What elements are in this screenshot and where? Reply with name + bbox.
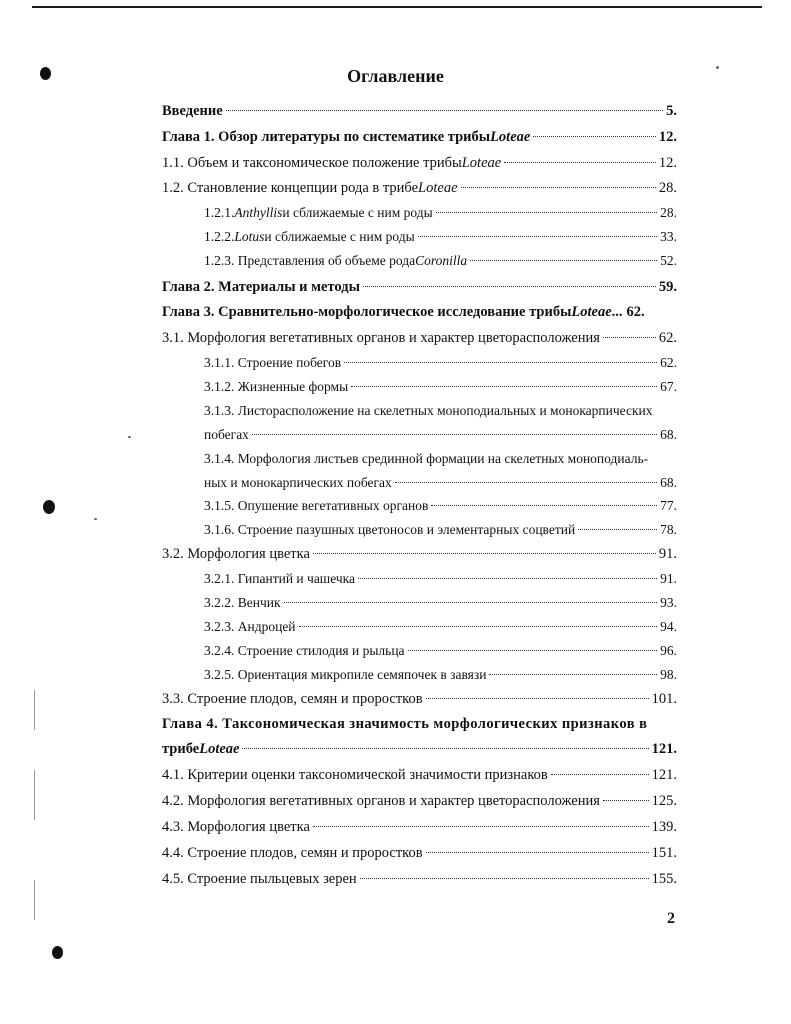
toc-entry-page: 62. (660, 355, 677, 370)
toc-entry-3-2-1[interactable] (204, 570, 677, 588)
toc-entry-label: 3.2. Морфология цветка (162, 546, 310, 562)
toc-entry-page: 125. (651, 793, 677, 809)
toc-leader (408, 650, 658, 651)
toc-leader (436, 212, 657, 213)
toc-entry-page: 77. (660, 498, 677, 513)
toc-entry-label: 3.1.1. Строение побегов (204, 355, 342, 370)
toc-entry-label-rest: и сближаемые с ним роды (264, 229, 415, 244)
toc-entry-page: 94. (660, 619, 677, 634)
toc-entry-label: 3.1.2. Жизненные формы (204, 379, 349, 394)
toc-leader (284, 602, 658, 603)
toc-leader (461, 187, 656, 188)
toc-entry-1-2[interactable] (162, 179, 677, 197)
toc-entry-3-1-4-line1[interactable] (204, 450, 677, 468)
toc-entry-page: 91. (658, 546, 677, 562)
toc-entry-label-rest: ... (611, 304, 623, 320)
toc-entry-page: 68. (660, 427, 677, 442)
toc-entry-italic: Anthyllis (234, 205, 283, 220)
toc-entry-chapter-4-line1[interactable] (162, 715, 677, 733)
toc-leader (578, 529, 657, 530)
toc-entry-label: 4.3. Морфология цветка (162, 819, 310, 835)
toc-entry-3-2-4[interactable] (204, 642, 677, 660)
toc-leader (470, 260, 657, 261)
toc-entry-page: 96. (660, 643, 677, 658)
toc-entry-italic: Coronilla (415, 253, 468, 268)
toc-entry-3-1-5[interactable] (204, 497, 677, 515)
toc-leader (489, 674, 657, 675)
toc-entry-label: 3.1.5. Опушение вегетативных органов (204, 498, 429, 513)
toc-entry-label: трибе (162, 741, 200, 757)
toc-entry-label: 3.1.3. Листорасположение на скелетных моноподиальных и монокарпических (204, 403, 653, 418)
toc-entry-label: 3.2.2. Венчик (204, 595, 281, 610)
toc-entry-chapter-2[interactable] (162, 278, 677, 296)
toc-entry-3-1-1[interactable] (204, 354, 677, 372)
toc-entry-label: побегах (204, 427, 249, 442)
toc-entry-italic: Loteae (199, 741, 240, 757)
toc-entry-page: 98. (660, 667, 677, 682)
toc-entry-chapter-4-line2[interactable] (162, 740, 677, 758)
toc-entry-label: Глава 2. Материалы и методы (162, 279, 360, 295)
toc-leader (603, 337, 656, 338)
toc-entry-chapter-3[interactable] (162, 303, 677, 321)
toc-entry-page: 139. (651, 819, 677, 835)
toc-entry-page: 155. (651, 871, 677, 887)
toc-leader (395, 482, 657, 483)
toc-leader (551, 774, 649, 775)
toc-entry-page: 59. (658, 279, 677, 295)
toc-entry-label: 1.2.2. (204, 229, 235, 244)
toc-entry-3-2[interactable] (162, 545, 677, 563)
toc-leader (426, 698, 649, 699)
toc-entry-4-3[interactable] (162, 818, 677, 836)
toc-leader (226, 110, 663, 111)
toc-entry-4-2[interactable] (162, 792, 677, 810)
toc-entry-3-1-6[interactable] (204, 521, 677, 539)
toc-entry-3-1[interactable] (162, 329, 677, 347)
toc-entry-4-1[interactable] (162, 766, 677, 784)
page-number: 2 (667, 910, 675, 927)
toc-entry-3-1-3-line1[interactable] (204, 402, 677, 420)
toc-entry-label: Введение (162, 103, 223, 119)
toc-entry-italic: Loteae (490, 129, 531, 145)
toc-entry-page: 121. (651, 741, 677, 757)
toc-entry-1-1[interactable] (162, 154, 677, 172)
toc-leader (351, 386, 657, 387)
toc-entry-3-1-2[interactable] (204, 378, 677, 396)
toc-entry-label: 3.3. Строение плодов, семян и проростков (162, 691, 423, 707)
toc-entry-page: 52. (660, 253, 677, 268)
toc-entry-label: 3.2.5. Ориентация микропиле семяпочек в завязи (204, 667, 487, 682)
toc-entry-italic: Loteae (418, 180, 458, 196)
toc-entry-italic: Loteae (571, 304, 612, 320)
toc-entry-page: 78. (660, 522, 677, 537)
toc-leader (426, 852, 649, 853)
toc-entry-3-1-3-line2[interactable] (204, 426, 677, 444)
toc-entry-label: 3.2.4. Строение стилодия и рыльца (204, 643, 405, 658)
toc-leader (242, 748, 648, 749)
toc-entry-page: 62. (626, 304, 645, 320)
toc-entry-3-1-4-line2[interactable] (204, 474, 677, 492)
toc-entry-page: 91. (660, 571, 677, 586)
toc-leader (299, 626, 658, 627)
toc-entry-label: 4.1. Критерии оценки таксономической значимости признаков (162, 767, 548, 783)
toc-entry-page: 62. (658, 330, 677, 346)
toc-entry-label: Глава 1. Обзор литературы по систематике трибы (162, 129, 491, 145)
toc-leader (358, 578, 657, 579)
toc-entry-1-2-1[interactable] (204, 204, 677, 222)
toc-entry-label: 3.1.6. Строение пазушных цветоносов и элементарных соцветий (204, 522, 576, 537)
toc-entry-1-2-3[interactable] (204, 252, 677, 270)
toc-leader (360, 878, 649, 879)
toc-entry-label: 4.2. Морфология вегетативных органов и характер цветорасположения (162, 793, 600, 809)
toc-leader (344, 362, 657, 363)
toc-entry-label: 4.5. Строение пыльцевых зерен (162, 871, 357, 887)
toc-entry-page: 28. (660, 205, 677, 220)
toc-entry-italic: Lotus (234, 229, 265, 244)
toc-entry-page: 12. (658, 129, 677, 145)
toc-leader (363, 286, 656, 287)
toc-entry-label: 3.1. Морфология вегетативных органов и характер цветорасположения (162, 330, 600, 346)
toc-entry-label: Глава 4. Таксономическая значимость морфологических признаков в (162, 716, 648, 732)
toc-leader (313, 826, 649, 827)
toc-entry-page: 121. (651, 767, 677, 783)
toc-entry-italic: Loteae (461, 155, 502, 171)
toc-entry-label: 3.2.1. Гипантий и чашечка (204, 571, 355, 586)
toc-entry-label-rest: и сближаемые с ним роды (282, 205, 433, 220)
toc-entry-label: Глава 3. Сравнительно-морфологическое исследование трибы (162, 304, 572, 320)
toc-entry-page: 93. (660, 595, 677, 610)
toc-entry-1-2-2[interactable] (204, 228, 677, 246)
toc-entry-4-5[interactable] (162, 870, 677, 888)
toc-entry-3-2-5[interactable] (204, 666, 677, 684)
toc-entry-page: 28. (658, 180, 677, 196)
toc-entry-label: ных и монокарпических побегах (204, 475, 392, 490)
toc-entry-label: 3.1.4. Морфология листьев срединной формации на скелетных моноподиаль- (204, 451, 649, 466)
toc-entry-label: 1.2. Становление концепции рода в трибе (162, 180, 419, 196)
toc-entry-label: 4.4. Строение плодов, семян и проростков (162, 845, 423, 861)
toc-entry-introduction[interactable] (162, 102, 677, 120)
toc-leader (504, 162, 656, 163)
toc-leader (431, 505, 657, 506)
toc-entry-label: 1.2.1. (204, 205, 235, 220)
toc-entry-3-2-2[interactable] (204, 594, 677, 612)
toc-entry-page: 33. (660, 229, 677, 244)
toc-leader (252, 434, 657, 435)
toc-leader (313, 553, 656, 554)
toc-entry-page: 101. (651, 691, 677, 707)
toc-entry-page: 151. (651, 845, 677, 861)
toc-leader (418, 236, 657, 237)
page-title: Оглавление (347, 66, 444, 86)
toc-entry-page: 67. (660, 379, 677, 394)
toc-entry-chapter-1[interactable] (162, 128, 677, 146)
toc-entry-page: 68. (660, 475, 677, 490)
toc-entry-label: 1.2.3. Представления об объеме рода (204, 253, 416, 268)
toc-entry-3-2-3[interactable] (204, 618, 677, 636)
toc-entry-page: 12. (658, 155, 677, 171)
toc-entry-4-4[interactable] (162, 844, 677, 862)
toc-leader (533, 136, 656, 137)
toc-entry-label: 3.2.3. Андроцей (204, 619, 296, 634)
toc-leader (603, 800, 649, 801)
toc-entry-page: 5. (666, 103, 677, 119)
toc-entry-3-3[interactable] (162, 690, 677, 708)
toc-entry-label: 1.1. Объем и таксономическое положение трибы (162, 155, 462, 171)
